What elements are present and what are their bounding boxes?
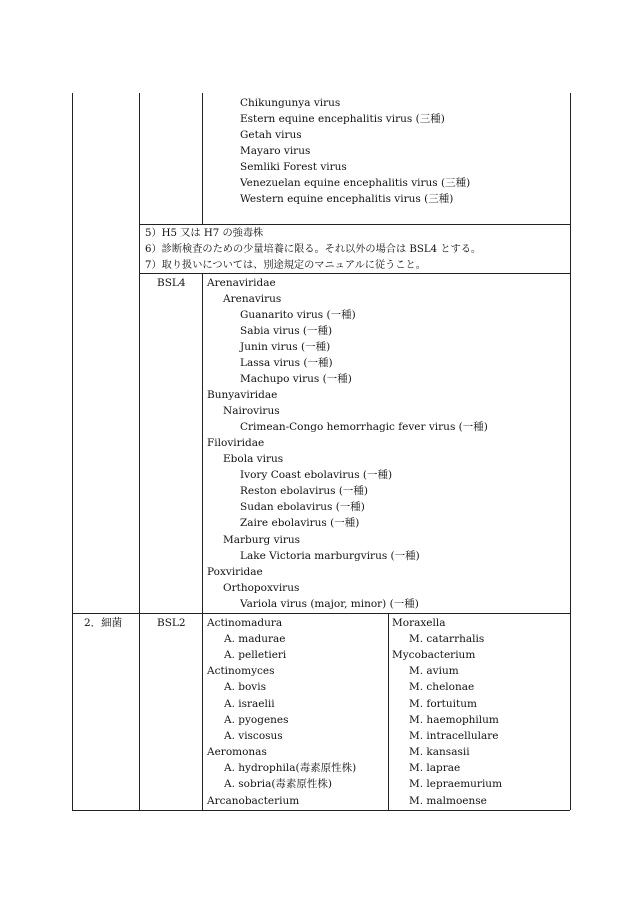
list-item: Getah virus xyxy=(240,129,302,141)
genus-name: Ebola virus xyxy=(223,453,284,465)
row-divider-notes xyxy=(139,224,570,225)
species-name: M. chelonae xyxy=(409,681,475,693)
family-name: Bunyaviridae xyxy=(207,389,278,401)
family-name: Poxviridae xyxy=(207,566,263,578)
genus-name: Moraxella xyxy=(392,617,446,629)
table-border-left xyxy=(72,93,73,810)
column-divider-agent xyxy=(202,273,203,810)
species-name: Variola virus (major, minor) (一種) xyxy=(240,598,419,610)
species-name: M. catarrhalis xyxy=(409,633,485,645)
family-name: Arenaviridae xyxy=(207,277,276,289)
column-divider-agent-right xyxy=(388,613,389,810)
list-item: Semliki Forest virus xyxy=(240,161,347,173)
species-name: A. israelii xyxy=(224,698,275,710)
footnote: 5）H5 又は H7 の強毒株 xyxy=(145,228,264,239)
family-name: Filoviridae xyxy=(207,437,265,449)
species-name: M. malmoense xyxy=(409,795,487,807)
species-name: A. hydrophila(毒素原性株) xyxy=(224,762,357,774)
species-name: Lassa virus (一種) xyxy=(240,357,333,369)
species-name: Sudan ebolavirus (一種) xyxy=(240,501,365,513)
species-name: Sabia virus (一種) xyxy=(240,325,333,337)
genus-name: Actinomyces xyxy=(207,665,275,677)
list-item: Chikungunya virus xyxy=(240,97,341,109)
species-name: M. laprae xyxy=(409,762,461,774)
species-name: M. lepraemurium xyxy=(409,778,503,790)
species-name: A. bovis xyxy=(224,681,266,693)
genus-name: Nairovirus xyxy=(223,405,280,417)
species-name: Crimean-Congo hemorrhagic fever virus (一種) xyxy=(240,421,488,433)
species-name: Guanarito virus (一種) xyxy=(240,309,356,321)
species-name: A. madurae xyxy=(224,633,286,645)
species-name: Junin virus (一種) xyxy=(240,341,331,353)
genus-name: Actinomadura xyxy=(207,617,283,629)
species-name: Reston ebolavirus (一種) xyxy=(240,485,369,497)
list-item: Venezuelan equine encephalitis virus (三種) xyxy=(240,177,471,189)
category-label: 2．細菌 xyxy=(84,617,123,629)
table-border-bottom xyxy=(72,810,570,811)
genus-name: Mycobacterium xyxy=(392,649,476,661)
genus-name: Orthopoxvirus xyxy=(223,582,300,594)
genus-name: Aeromonas xyxy=(207,746,267,758)
species-name: Zaire ebolavirus (一種) xyxy=(240,517,360,529)
species-name: Machupo virus (一種) xyxy=(240,373,352,385)
column-divider-agent xyxy=(202,93,203,224)
table-border-right xyxy=(570,93,571,810)
genus-name: Marburg virus xyxy=(223,534,301,546)
species-name: M. avium xyxy=(409,665,459,677)
species-name: Lake Victoria marburgvirus (一種) xyxy=(240,550,420,562)
species-name: M. fortuitum xyxy=(409,698,477,710)
species-name: A. pyogenes xyxy=(224,714,289,726)
species-name: M. haemophilum xyxy=(409,714,499,726)
species-name: M. intracellulare xyxy=(409,730,499,742)
species-name: M. kansasii xyxy=(409,746,470,758)
biosafety-level-label: BSL2 xyxy=(157,617,186,629)
biosafety-level-label: BSL4 xyxy=(157,277,186,289)
footnote: 6）診断検査のための少量培養に限る。それ以外の場合は BSL4 とする。 xyxy=(145,244,482,255)
row-divider-bacteria xyxy=(72,613,570,614)
species-name: Ivory Coast ebolavirus (一種) xyxy=(240,469,393,481)
species-name: A. pelletieri xyxy=(224,649,287,661)
list-item: Mayaro virus xyxy=(240,145,311,157)
species-name: A. viscosus xyxy=(224,730,283,742)
column-divider-level xyxy=(139,93,140,810)
list-item: Western equine encephalitis virus (三種) xyxy=(240,193,454,205)
species-name: A. sobria(毒素原性株) xyxy=(224,778,333,790)
footnote: 7）取り扱いについては、別途規定のマニュアルに従うこと。 xyxy=(145,260,426,271)
genus-name: Arcanobacterium xyxy=(207,795,300,807)
list-item: Estern equine encephalitis virus (三種) xyxy=(240,113,445,125)
genus-name: Arenavirus xyxy=(223,293,282,305)
